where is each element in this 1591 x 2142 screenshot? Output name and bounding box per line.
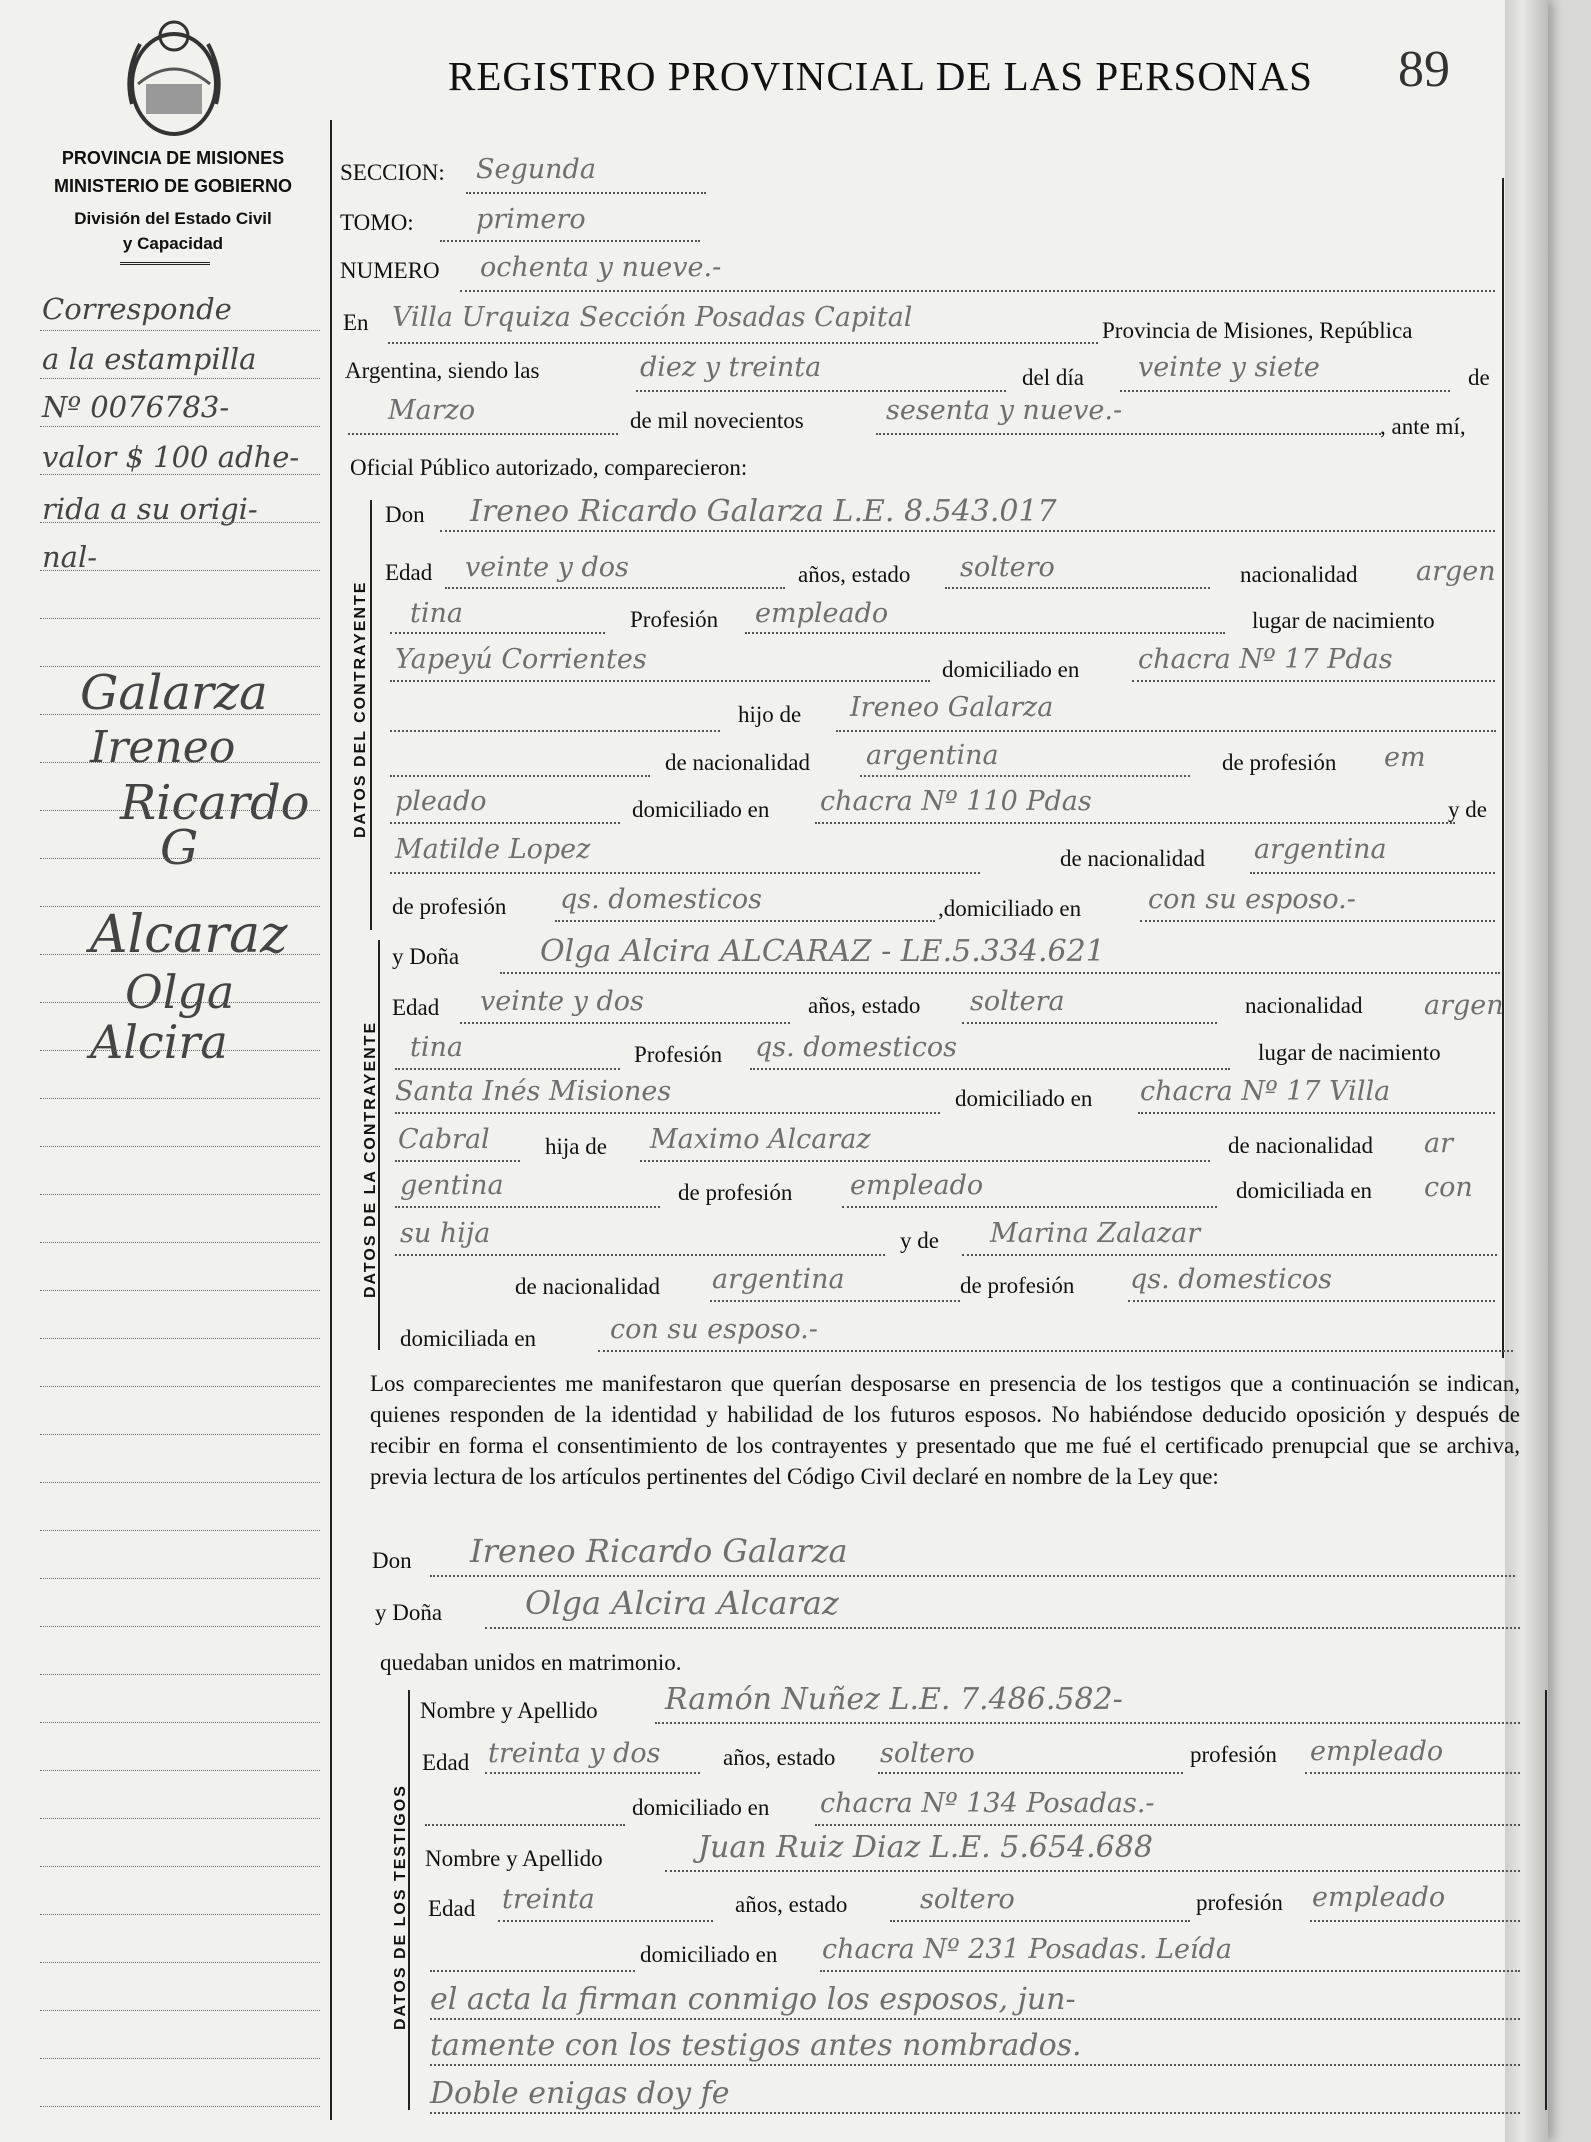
label-lugar-nac: lugar de nacimiento <box>1252 608 1435 633</box>
margin-rule <box>40 426 320 427</box>
label-domiciliado-3: ,domiciliado en <box>938 896 1082 921</box>
margin-rule <box>40 1050 320 1051</box>
groom-edad: veinte y dos <box>465 552 629 583</box>
margin-rule <box>40 1434 320 1435</box>
numero-rule <box>460 290 1495 292</box>
w1-profesion: empleado <box>1310 1736 1444 1767</box>
margin-rule <box>40 1770 320 1771</box>
label-domiciliado-w1: domiciliado en <box>632 1795 770 1820</box>
bride-padre-nac-rule <box>395 1206 660 1208</box>
signature-line: Ireneo <box>90 722 236 773</box>
groom-name-rule <box>440 530 1495 532</box>
mes-rule <box>348 433 618 435</box>
margin-rule <box>40 1002 320 1003</box>
w2-profesion: empleado <box>1312 1882 1446 1913</box>
closing-line: Doble enigas doy fe <box>430 2076 730 2111</box>
bride-name-rule <box>500 972 1500 974</box>
groom-nac-b: tina <box>410 598 463 629</box>
w1-edad-rule <box>485 1772 700 1774</box>
margin-divider <box>330 120 332 2120</box>
w2-domicilio: chacra Nº 231 Posadas. Leída <box>822 1934 1232 1965</box>
groom-padre-nac: argentina <box>866 740 999 771</box>
groom-lugar: Yapeyú Corrientes <box>395 644 647 675</box>
page-number: 89 <box>1398 41 1450 98</box>
margin-rule <box>40 1722 320 1723</box>
lugar-value: Villa Urquiza Sección Posadas Capital <box>392 302 913 333</box>
bride-padre-dom-rule <box>395 1254 885 1256</box>
w1-prof-rule <box>1305 1772 1520 1774</box>
w1-estado: soltero <box>880 1738 975 1769</box>
bride-padre-prof: empleado <box>850 1170 984 1201</box>
label-y-de: y de <box>1448 797 1487 822</box>
closing-rule <box>430 2018 1520 2020</box>
witness-section-label: DATOS DE LOS TESTIGOS <box>392 1784 409 2030</box>
anio-rule <box>876 433 1381 435</box>
bride-padre-dom-a: con <box>1424 1172 1473 1203</box>
seccion-value: Segunda <box>476 154 596 185</box>
label-anos-estado: años, estado <box>798 562 911 587</box>
label-lugar-nac-2: lugar de nacimiento <box>1258 1040 1441 1065</box>
margin-rule <box>40 1098 320 1099</box>
label-anos-estado-2: años, estado <box>808 993 921 1018</box>
groom-padre-rule <box>836 730 1496 732</box>
label-en: En <box>343 310 369 335</box>
label-de-nacionalidad-2: de nacionalidad <box>1060 846 1205 871</box>
numero-value: ochenta y nueve.- <box>480 252 722 283</box>
w1-blank-rule <box>425 1824 625 1826</box>
groom-blank-rule <box>390 730 720 732</box>
label-de-mil: de mil novecientos <box>630 408 804 433</box>
bride-profesion: qs. domesticos <box>755 1032 957 1063</box>
margin-rule <box>40 1482 320 1483</box>
org-rule <box>120 262 210 265</box>
bride-padre-nac-a: ar <box>1424 1128 1454 1159</box>
w2-estado: soltero <box>920 1884 1015 1915</box>
form-right-border <box>1502 178 1504 1358</box>
label-oficial: Oficial Público autorizado, comparecieron: <box>350 455 748 480</box>
org-line4: y Capacidad <box>122 234 224 253</box>
label-edad-4: Edad <box>428 1896 476 1921</box>
label-profesion-3: profesión <box>1190 1742 1277 1767</box>
bride-madre: Marina Zalazar <box>990 1218 1201 1249</box>
bride-padre-prof-rule <box>842 1206 1217 1208</box>
label-ante-mi: , ante mí, <box>1380 414 1466 439</box>
margin-rule <box>40 618 320 619</box>
label-domiciliado: domiciliado en <box>942 657 1080 682</box>
lugar-rule <box>388 342 1098 344</box>
dia-value: veinte y siete <box>1138 352 1320 383</box>
page-edge <box>1505 0 1548 2142</box>
margin-rule <box>40 810 320 811</box>
label-anos-estado-3: años, estado <box>723 1745 836 1770</box>
margin-rule <box>40 2106 320 2107</box>
bride-madre-nac-rule <box>710 1300 960 1302</box>
w1-domicilio: chacra Nº 134 Posadas.- <box>820 1788 1155 1819</box>
label-de-nacionalidad-4: de nacionalidad <box>515 1274 660 1299</box>
label-argentina-siendo: Argentina, siendo las <box>345 358 540 383</box>
label-nombre-apellido: Nombre y Apellido <box>420 1698 598 1723</box>
label-domiciliada: domiciliado en <box>955 1086 1093 1111</box>
page-title: REGISTRO PROVINCIAL DE LAS PERSONAS <box>448 53 1313 99</box>
margin-rule <box>40 1626 320 1627</box>
w2-name-rule <box>665 1870 1520 1872</box>
argentina-coat-of-arms-icon <box>118 14 230 140</box>
label-seccion: SECCION: <box>340 160 445 185</box>
margin-rule <box>40 1146 320 1147</box>
margin-rule <box>40 1194 320 1195</box>
hora-value: diez y treinta <box>640 352 822 383</box>
margin-note-line: valor $ 100 adhe- <box>42 440 300 474</box>
label-profesion: Profesión <box>630 607 719 632</box>
margin-rule <box>40 1866 320 1867</box>
groom-profesion-rule <box>745 632 1225 634</box>
label-de-profesion-2: de profesión <box>392 894 507 919</box>
groom-padre-prof-b: pleado <box>395 786 487 817</box>
label-edad-3: Edad <box>422 1750 470 1775</box>
closing-line: tamente con los testigos antes nombrados. <box>430 2028 1082 2063</box>
decl-dona-rule <box>485 1627 1520 1629</box>
label-anos-estado-4: años, estado <box>735 1892 848 1917</box>
groom-padre-prof-a: em <box>1384 742 1426 773</box>
groom-madre-nac-rule <box>1250 872 1495 874</box>
decl-dona-name: Olga Alcira Alcaraz <box>525 1584 839 1622</box>
groom-estado: soltero <box>960 552 1055 583</box>
groom-nac-a: argen <box>1416 556 1496 587</box>
label-quedaban: quedaban unidos en matrimonio. <box>380 1650 682 1675</box>
closing-rule <box>430 2112 1520 2114</box>
dia-rule <box>1120 390 1450 392</box>
org-line2: MINISTERIO DE GOBIERNO <box>53 176 293 196</box>
groom-madre-prof: qs. domesticos <box>560 884 762 915</box>
label-domiciliado-2: domiciliado en <box>632 797 770 822</box>
bride-name: Olga Alcira ALCARAZ - LE.5.334.621 <box>540 934 1105 969</box>
groom-padre-dom: chacra Nº 110 Pdas <box>820 786 1092 817</box>
margin-rule <box>40 1674 320 1675</box>
signature-line: Olga <box>125 965 235 1019</box>
org-line3: División del Estado Civil <box>74 209 272 228</box>
bride-madre-dom: con su esposo.- <box>610 1314 818 1345</box>
margin-note-line: nal- <box>42 540 98 574</box>
bride-madre-prof: qs. domesticos <box>1130 1264 1332 1295</box>
org-line1: PROVINCIA DE MISIONES <box>61 148 285 168</box>
declaration-paragraph: Los comparecientes me manifestaron que querían desposarse en presencia de los testigos que a continuación se indican, quienes responden de la identidad y habilidad de los futuros esposos. No habiéndose deducido oposición y después de recibir en forma el consentimiento de los contrayentes y presentado que me fué el certificado prenupcial que se archiva, previa lectura de los artículos pertinentes del Código Civil declaré en nombre de la Ley que: <box>370 1371 1520 1489</box>
label-profesion-2: Profesión <box>634 1042 723 1067</box>
w2-name: Juan Ruiz Diaz L.E. 5.654.688 <box>698 1830 1153 1865</box>
label-y-de-2: y de <box>900 1228 939 1253</box>
w2-edad-rule <box>498 1920 713 1922</box>
margin-rule <box>40 858 320 859</box>
groom-lugar-rule <box>390 680 930 682</box>
margin-rule <box>40 378 320 379</box>
margin-rule <box>40 1818 320 1819</box>
groom-section-label: DATOS DEL CONTRAYENTE <box>352 580 369 838</box>
seccion-rule <box>466 192 706 194</box>
margin-rule <box>40 474 320 475</box>
witness-right-border <box>1545 1690 1547 2110</box>
margin-rule <box>40 1914 320 1915</box>
margin-rule <box>40 2010 320 2011</box>
groom-madre-dom-rule <box>1140 920 1495 922</box>
w1-estado-rule <box>878 1772 1183 1774</box>
label-del-dia: del día <box>1022 365 1084 390</box>
bride-nac-b-rule <box>395 1068 620 1070</box>
label-nombre-apellido-2: Nombre y Apellido <box>425 1846 603 1871</box>
margin-rule <box>40 330 320 331</box>
bride-madre-prof-rule <box>1128 1300 1495 1302</box>
label-domiciliada-2: domiciliada en <box>1236 1178 1373 1203</box>
label-nacionalidad-2: nacionalidad <box>1245 993 1363 1018</box>
decl-don-name: Ireneo Ricardo Galarza <box>470 1532 848 1570</box>
bride-lugar: Santa Inés Misiones <box>395 1076 672 1107</box>
bride-nac-b: tina <box>410 1032 463 1063</box>
signature-line: Ricardo <box>120 775 310 831</box>
label-domiciliada-3: domiciliada en <box>400 1326 537 1351</box>
w1-dom-rule <box>815 1824 1520 1826</box>
margin-note-line: Nº 0076783- <box>42 390 230 424</box>
label-hijo-de: hijo de <box>738 702 802 727</box>
label-hija-de: hija de <box>545 1134 607 1159</box>
bride-section-label: DATOS DE LA CONTRAYENTE <box>362 1020 379 1298</box>
label-edad-2: Edad <box>392 995 440 1020</box>
margin-note-line: rida a su origi- <box>42 492 258 526</box>
label-de-profesion-3: de profesión <box>678 1180 793 1205</box>
groom-estado-rule <box>945 587 1210 589</box>
label-de-nacionalidad-3: de nacionalidad <box>1228 1133 1373 1158</box>
groom-padre-dom-rule <box>815 822 1455 824</box>
bride-edad-rule <box>460 1022 790 1024</box>
margin-rule <box>40 1578 320 1579</box>
groom-profesion: empleado <box>755 598 889 629</box>
label-profesion-4: profesión <box>1196 1890 1283 1915</box>
bride-padre-nac-b: gentina <box>400 1170 504 1201</box>
bride-lugar-rule <box>395 1112 940 1114</box>
bride-dom-rule <box>1138 1112 1495 1114</box>
groom-blank-rule-2 <box>390 775 650 777</box>
margin-rule <box>40 1242 320 1243</box>
w1-name-rule <box>655 1722 1520 1724</box>
groom-padre: Ireneo Galarza <box>850 692 1054 723</box>
label-y-dona-2: y Doña <box>375 1600 443 1625</box>
bride-nac-a: argen <box>1424 990 1504 1021</box>
margin-rule <box>40 522 320 523</box>
groom-madre-dom: con su esposo.- <box>1148 884 1356 915</box>
bride-estado: soltera <box>970 986 1065 1017</box>
margin-rule <box>40 666 320 667</box>
label-domiciliado-w2: domiciliado en <box>640 1942 778 1967</box>
label-de-nacionalidad: de nacionalidad <box>665 750 810 775</box>
margin-rule <box>40 2058 320 2059</box>
w2-estado-rule <box>890 1920 1190 1922</box>
label-provincia: Provincia de Misiones, República <box>1102 318 1413 343</box>
bride-padre-dom-b: su hija <box>400 1218 491 1249</box>
bride-madre-dom-rule <box>598 1350 1513 1352</box>
margin-note-line: Corresponde <box>42 292 232 326</box>
label-numero: NUMERO <box>340 258 440 283</box>
bride-profesion-rule <box>750 1068 1230 1070</box>
label-y-dona: y Doña <box>392 944 460 969</box>
bride-estado-rule <box>962 1022 1217 1024</box>
margin-note-line: a la estampilla <box>42 342 257 376</box>
groom-section-border <box>370 500 372 930</box>
groom-name: Ireneo Ricardo Galarza L.E. 8.543.017 <box>470 494 1057 529</box>
tomo-rule <box>440 240 700 242</box>
tomo-value: primero <box>476 204 586 235</box>
margin-rule <box>40 714 320 715</box>
signature-line: G <box>160 820 199 876</box>
bride-padre-rule <box>640 1160 1210 1162</box>
groom-madre-rule <box>390 872 980 874</box>
groom-madre-nac: argentina <box>1254 834 1387 865</box>
w2-blank-rule <box>430 1970 635 1972</box>
label-don: Don <box>385 502 425 527</box>
groom-edad-rule <box>445 587 785 589</box>
bride-madre-rule <box>962 1254 1497 1256</box>
margin-rule <box>40 1290 320 1291</box>
margin-rule <box>40 762 320 763</box>
groom-dom-rule <box>1132 680 1495 682</box>
label-de: de <box>1468 365 1490 390</box>
w1-name: Ramón Nuñez L.E. 7.486.582- <box>665 1682 1123 1717</box>
bride-padre: Maximo Alcaraz <box>650 1124 871 1155</box>
margin-rule <box>40 1962 320 1963</box>
margin-rule <box>40 1386 320 1387</box>
bride-domicilio-a: chacra Nº 17 Villa <box>1140 1076 1391 1107</box>
label-don-2: Don <box>372 1548 412 1573</box>
bride-madre-nac: argentina <box>712 1264 845 1295</box>
label-de-profesion: de profesión <box>1222 750 1337 775</box>
signature-line: Alcira <box>90 1015 228 1069</box>
label-de-profesion-4: de profesión <box>960 1273 1075 1298</box>
w1-edad: treinta y dos <box>488 1738 661 1769</box>
w2-dom-rule <box>820 1970 1520 1972</box>
anio-value: sesenta y nueve.- <box>886 395 1123 426</box>
groom-padre-nac-rule <box>860 775 1190 777</box>
decl-don-rule <box>430 1575 1515 1577</box>
margin-rule <box>40 1530 320 1531</box>
groom-nac-b-rule <box>390 632 605 634</box>
margin-rule <box>40 570 320 571</box>
mes-value: Marzo <box>388 395 476 426</box>
margin-rule <box>40 954 320 955</box>
signature-line: Alcaraz <box>90 905 288 965</box>
label-edad: Edad <box>385 560 433 585</box>
groom-domicilio: chacra Nº 17 Pdas <box>1138 644 1393 675</box>
bride-dom-b-rule <box>395 1160 520 1162</box>
label-nacionalidad: nacionalidad <box>1240 562 1358 587</box>
groom-madre: Matilde Lopez <box>395 834 591 865</box>
margin-rule <box>40 1338 320 1339</box>
signature-line: Galarza <box>80 665 268 721</box>
w2-prof-rule <box>1310 1920 1520 1922</box>
hora-rule <box>636 390 1006 392</box>
w2-edad: treinta <box>502 1884 595 1915</box>
bride-edad: veinte y dos <box>480 986 644 1017</box>
closing-line: el acta la firman conmigo los esposos, jun- <box>430 1982 1076 2017</box>
closing-rule <box>430 2064 1520 2066</box>
margin-rule <box>40 906 320 907</box>
groom-padre-prof-rule <box>390 822 620 824</box>
bride-domicilio-b: Cabral <box>398 1124 490 1155</box>
label-tomo: TOMO: <box>340 210 414 235</box>
groom-madre-prof-rule <box>555 920 935 922</box>
